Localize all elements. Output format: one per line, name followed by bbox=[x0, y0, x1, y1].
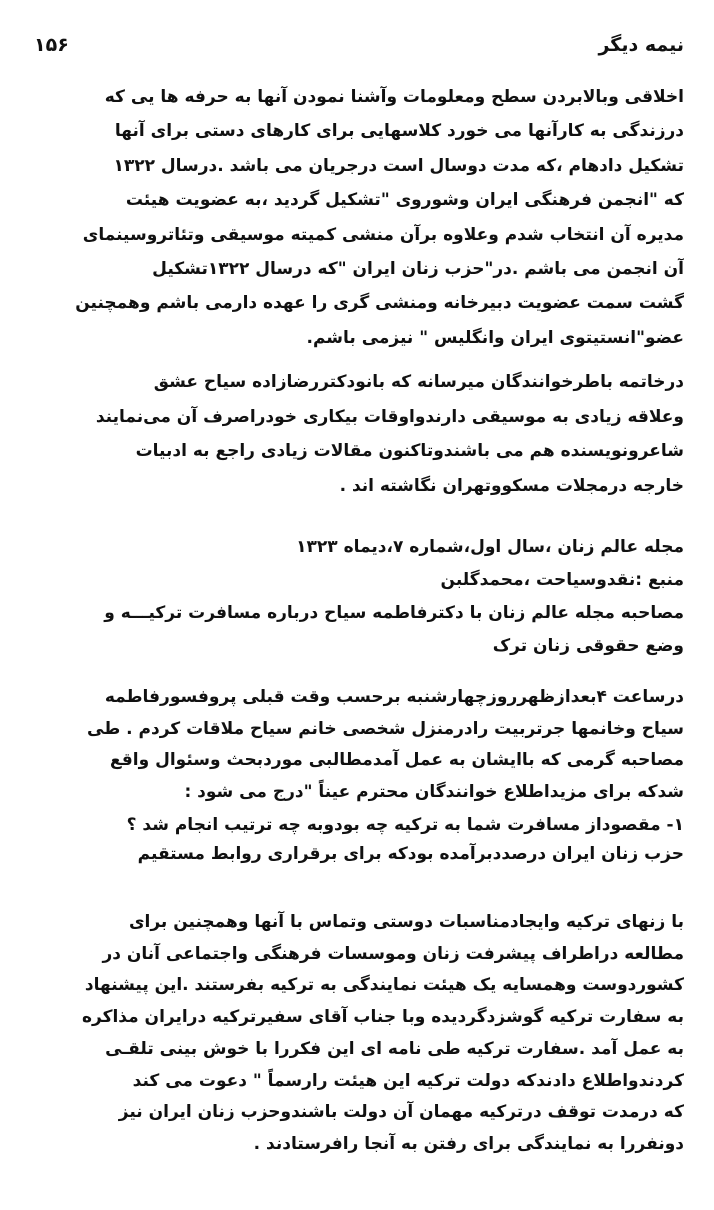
text-line: مصاحبه گرمی که باایشان به عمل آمدمطالبی موردبحث وسئوال واقع bbox=[110, 750, 684, 770]
text-line: درساعت ۴بعدازظهرروزچهارشنبه برحسب وقت قبلی پروفسورفاطمه bbox=[104, 687, 684, 707]
running-title: نیمه دیگر bbox=[598, 34, 684, 56]
text-line: حزب زنان ایران درصددبرآمده بودکه برای برقراری روابط مستقیم bbox=[137, 844, 684, 864]
text-line: عضو"انستیتوی ایران وانگلیس " نیزمی باشم. bbox=[306, 327, 684, 348]
text-line: که "انجمن فرهنگی ایران وشوروی "تشکیل گردید ،به عضویت هیئت bbox=[125, 190, 684, 211]
text-line: به سفارت ترکیه گوشزدگردیده وبا جناب آقای سفیرترکیه درایران مذاکره bbox=[81, 1007, 684, 1028]
text-line: با زنهای ترکیه وایجادمناسبات دوستی وتماس با آنها وهمچنین برای bbox=[128, 912, 684, 932]
page-header bbox=[34, 30, 684, 60]
text-line: گشت سمت عضویت دبیرخانه ومنشی گری را عهده دارمی باشم وهمچنین bbox=[75, 293, 684, 314]
paragraph-interview-intro bbox=[34, 682, 684, 808]
text-line: شاعرونویسنده هم می باشندوتاکنون مقالات زیادی راجع به ادبیات bbox=[135, 441, 684, 461]
article-heading: مصاحبه مجله عالم زنان با دکترفاطمه سیاح درباره مسافرت ترکیـــه و bbox=[104, 603, 684, 623]
source-metadata bbox=[34, 531, 684, 663]
text-line: درخاتمه باطرخوانندگان میرسانه که بانودکتررضازاده سیاح عشق bbox=[153, 372, 684, 392]
text-line: به عمل آمد .سفارت ترکیه طی نامه ای این فکررا با خوش بینی تلقـی bbox=[105, 1038, 684, 1059]
source-line: منبع :نقدوسیاحت ،محمدگلبن bbox=[440, 570, 684, 590]
text-line: خارجه درمجلات مسکووتهران نگاشته اند . bbox=[339, 475, 684, 496]
text-line: دونفررا به نمایندگی برای رفتن به آنجا رافرستادند . bbox=[253, 1133, 684, 1154]
text-line: تشکیل دادهام ،که مدت دوسال است درجریان می باشد .درسال ۱۳۲۲ bbox=[113, 155, 684, 176]
text-line: سیاح وخانمها جرتربیت رادرمنزل شخصی خانم سیاح ملاقات کردم . طی bbox=[87, 718, 684, 739]
text-line: که درمدت توقف درترکیه مهمان آن دولت باشندوحزب زنان ایران نیز bbox=[118, 1102, 684, 1123]
paragraph-closing bbox=[34, 365, 684, 503]
text-line: اخلاقی وبالابردن سطح ومعلومات وآشنا نمودن آنها به حرفه ها یی که bbox=[104, 87, 684, 107]
text-line: مطالعه دراطراف پیشرفت زنان وموسسات فرهنگی واجتماعی آنان در bbox=[102, 943, 684, 964]
text-line: شدکه برای مزیداطلاع خوانندگان محترم عیناً "درج می شود : bbox=[184, 781, 684, 802]
page-number: ۱۵۶ bbox=[34, 34, 69, 56]
paragraph-answer bbox=[34, 907, 684, 1161]
text-line: درزندگی به کارآنها می خورد کلاسهایی برای کارهای دستی برای آنها bbox=[114, 121, 684, 142]
paragraph-biography bbox=[34, 80, 684, 355]
text-line: مدیره آن انتخاب شدم وعلاوه برآن منشی کمیته موسیقی وتئاتروسینمای bbox=[82, 224, 684, 245]
article-heading: وضع حقوقی زنان ترک bbox=[492, 636, 684, 656]
text-line: آن انجمن می باشم .در"حزب زنان ایران "که درسال ۱۳۲۲تشکیل bbox=[152, 259, 684, 280]
answer-start bbox=[34, 839, 684, 869]
magazine-citation: مجله عالم زنان ،سال اول،شماره ۷،دیماه ۱۳۲۳ bbox=[296, 537, 684, 557]
text-line: کشوردوست وهمسایه یک هیئت نمایندگی به ترکیه بفرستند .این پیشنهاد bbox=[84, 975, 684, 996]
text-line: کردندواطلاع دادندکه دولت ترکیه این هیئت رارسماً " دعوت می کند bbox=[132, 1070, 684, 1091]
question-line: ۱- مقصوداز مسافرت شما به ترکیه چه بودوبه چه ترتیب انجام شد ؟ bbox=[126, 815, 684, 835]
text-line: وعلاقه زیادی به موسیقی دارندواوقات بیکاری خودراصرف آن می‌نمایند bbox=[95, 406, 684, 427]
question bbox=[34, 810, 684, 840]
